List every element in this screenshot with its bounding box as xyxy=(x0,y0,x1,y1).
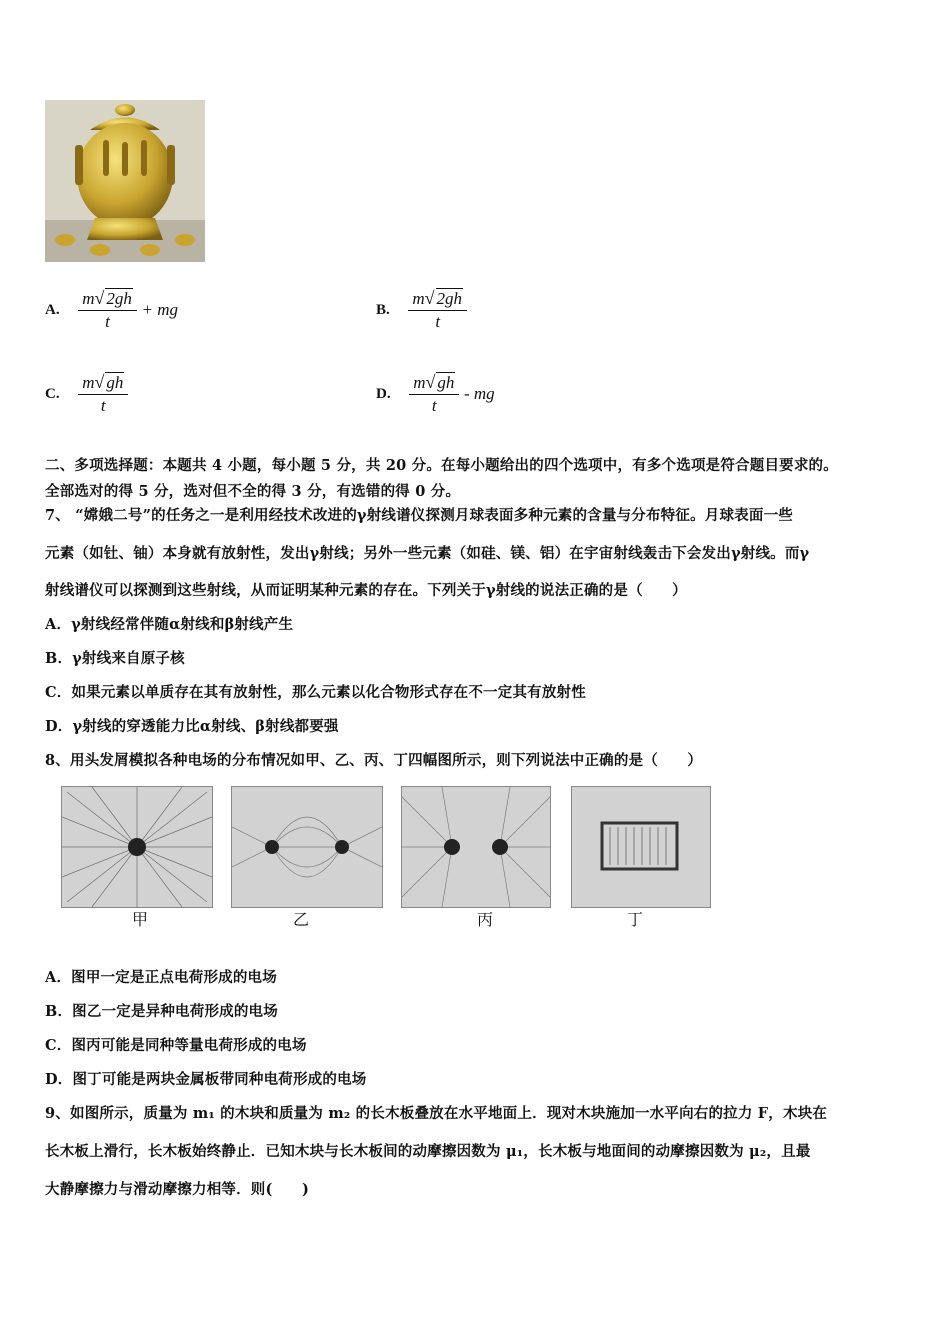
q7-option-a[interactable]: A．γ射线经常伴随α射线和β射线产生 xyxy=(45,616,294,633)
q9-stem-line3: 大静摩擦力与滑动摩擦力相等．则( ) xyxy=(45,1181,310,1198)
q8-stem: 8、用头发屑模拟各种电场的分布情况如甲、乙、丙、丁四幅图所示，则下列说法中正确的是（ ） xyxy=(45,752,703,769)
q9-stem-line2: 长木板上滑行，长木板始终静止．已知木块与长木板间的动摩擦因数为 μ₁，长木板与地面间的动摩擦因数为 μ₂，且最 xyxy=(45,1143,811,1160)
option-letter: D. xyxy=(376,386,391,402)
q7-stem-line3: 射线谱仪可以探测到这些射线，从而证明某种元素的存在。下列关于γ射线的说法正确的是（ ） xyxy=(45,582,687,599)
q7-stem-line2: 元素（如钍、铀）本身就有放射性，发出γ射线；另外一些元素（如硅、镁、铝）在宇宙射线轰击下会发出γ射线。而γ xyxy=(45,545,810,562)
option-letter: C. xyxy=(45,386,60,402)
q8-option-a[interactable]: A．图甲一定是正点电荷形成的电场 xyxy=(45,969,277,986)
option-letter: B. xyxy=(376,302,390,318)
field-figure-ding xyxy=(571,786,711,908)
fraction: $\frac{m√ gh}{t}$ xyxy=(409,372,459,416)
q8-option-b[interactable]: B．图乙一定是异种电荷形成的电场 xyxy=(45,1003,278,1020)
section-heading-line1: 二、多项选择题：本题共 4 小题，每小题 5 分，共 20 分。在每小题给出的四个选项中，有多个选项是符合题目要求的。 xyxy=(45,457,838,474)
option-letter: A. xyxy=(45,302,60,318)
q7-option-b[interactable]: B．γ射线来自原子核 xyxy=(45,650,185,667)
seismograph-image xyxy=(45,100,205,262)
formula-tail: - mg xyxy=(463,384,495,403)
q6-option-a[interactable] xyxy=(45,288,178,332)
fraction: $\frac{m√ 2gh}{t}$ xyxy=(408,288,467,332)
figure-label-yi: 乙 xyxy=(292,910,309,929)
figure-label-ding: 丁 xyxy=(626,910,643,929)
field-figure-yi xyxy=(231,786,383,908)
q8-option-c[interactable]: C．图丙可能是同种等量电荷形成的电场 xyxy=(45,1037,307,1054)
q6-option-c[interactable] xyxy=(45,372,128,416)
q9-stem-line1: 9、如图所示，质量为 m₁ 的木块和质量为 m₂ 的长木板叠放在水平地面上．现对木块施加一水平向右的拉力 F，木块在 xyxy=(45,1105,828,1122)
fraction: $\frac{m√ gh}{t}$ xyxy=(78,372,128,416)
fraction: $\frac{m√ 2gh}{t}$ xyxy=(78,288,137,332)
q6-option-d[interactable] xyxy=(376,372,495,416)
field-figure-bing xyxy=(401,786,551,908)
field-figure-jia xyxy=(61,786,213,908)
figure-label-jia: 甲 xyxy=(131,910,148,929)
figure-label-bing: 丙 xyxy=(476,910,493,929)
section-heading-line2: 全部选对的得 5 分，选对但不全的得 3 分，有选错的得 0 分。 xyxy=(45,483,461,500)
q7-option-d[interactable]: D．γ射线的穿透能力比α射线、β射线都要强 xyxy=(45,718,339,735)
q8-option-d[interactable]: D．图丁可能是两块金属板带同种电荷形成的电场 xyxy=(45,1071,367,1088)
q6-option-b[interactable] xyxy=(376,288,467,332)
q7-option-c[interactable]: C．如果元素以单质存在其有放射性，那么元素以化合物形式存在不一定其有放射性 xyxy=(45,684,586,701)
q7-stem-line1: 7、 “嫦娥二号”的任务之一是利用经技术改进的γ射线谱仪探测月球表面多种元素的含量与分布特征。月球表面一些 xyxy=(45,507,793,524)
formula-tail: + mg xyxy=(141,300,178,319)
